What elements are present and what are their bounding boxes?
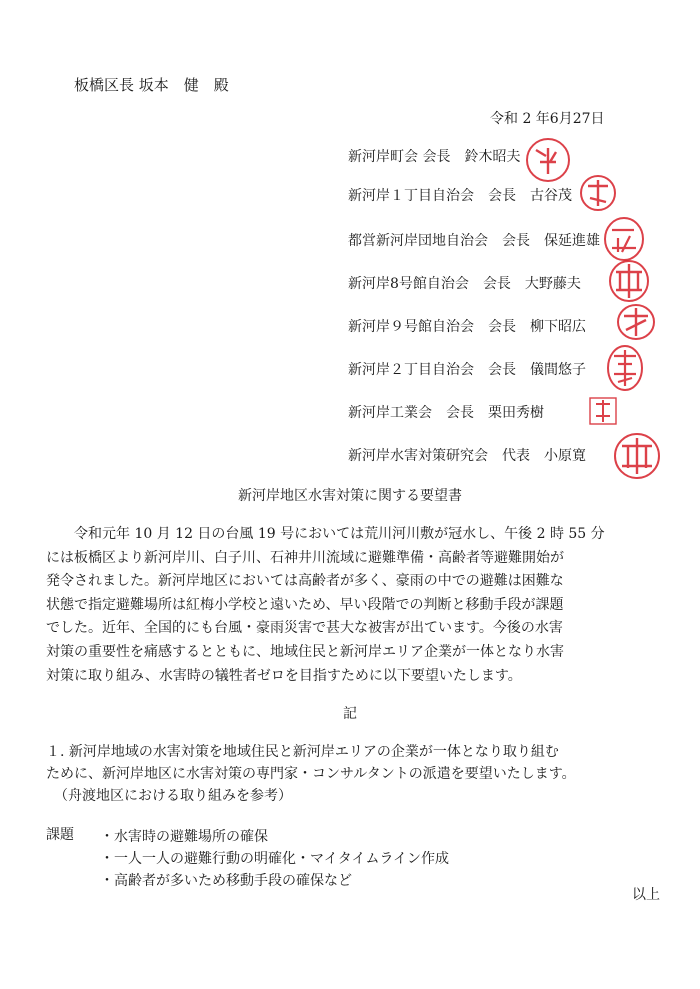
sender-line: 新河岸工業会 会長 栗田秀樹 — [348, 405, 544, 421]
seal-stamp — [590, 398, 616, 424]
seal-stamp — [618, 305, 654, 339]
seal-stamp — [605, 218, 643, 260]
body-line: 状態で指定避難場所は紅梅小学校と遠いため、早い段階での判断と移動手段が課題 — [46, 596, 564, 613]
issues-list — [100, 826, 449, 892]
request-line: １. 新河岸地域の水害対策を地域住民と新河岸エリアの企業が一体となり取り組む — [46, 744, 559, 760]
document-title: 新河岸地区水害対策に関する要望書 — [238, 488, 462, 504]
ki-heading: 記 — [343, 706, 357, 722]
body-line: 令和元年 10 月 12 日の台風 19 号においては荒川河川敷が冠水し、午後 2 時 55 分 — [74, 526, 605, 542]
body-line: には板橋区より新河岸川、白子川、石神井川流域に避難準備・高齢者等避難開始が — [46, 549, 564, 566]
seal-stamp — [581, 176, 615, 210]
body-paragraph — [46, 523, 654, 688]
sender-line: 新河岸町会 会長 鈴木昭夫 — [348, 149, 521, 165]
request-item — [46, 741, 666, 807]
issues-label: 課題 — [46, 827, 74, 843]
sender-line: 新河岸２丁目自治会 会長 儀間悠子 — [348, 362, 586, 378]
addressee: 板橋区長 坂本 健 殿 — [74, 76, 229, 94]
issue-item: ・水害時の避難場所の確保 — [100, 829, 268, 845]
body-line: 対策に取り組み、水害時の犠牲者ゼロを目指すために以下要望いたします。 — [46, 667, 522, 684]
sender-line: 新河岸8号館自治会 会長 大野藤夫 — [348, 276, 581, 292]
seal-stamp — [527, 139, 569, 181]
sender-line: 新河岸水害対策研究会 代表 小原寛 — [348, 448, 586, 464]
closing-mark: 以上 — [632, 887, 660, 903]
request-line: ために、新河岸地区に水害対策の専門家・コンサルタントの派遣を要望いたします。 — [46, 766, 576, 782]
seal-stamp — [610, 261, 648, 301]
body-line: 対策の重要性を痛感するとともに、地域住民と新河岸エリア企業が一体となり水害 — [46, 643, 564, 660]
seal-stamp — [615, 434, 659, 478]
body-line: でした。近年、全国的にも台風・豪雨災害で甚大な被害が出ています。今後の水害 — [46, 620, 563, 637]
issue-item: ・一人一人の避難行動の明確化・マイタイムライン作成 — [100, 851, 450, 867]
letter-date: 令和 2 年6月27日 — [490, 111, 605, 127]
issue-item: ・高齢者が多いため移動手段の確保など — [100, 873, 352, 889]
seal-stamp — [608, 346, 642, 390]
sender-line: 都営新河岸団地自治会 会長 保延進雄 — [348, 233, 600, 249]
body-line: 発令されました。新河岸地区においては高齢者が多く、豪雨の中での避難は困難な — [46, 573, 564, 590]
request-note: （舟渡地区における取り組みを参考） — [54, 788, 292, 804]
sender-line: 新河岸１丁目自治会 会長 古谷茂 — [348, 188, 572, 204]
sender-line: 新河岸９号館自治会 会長 柳下昭広 — [348, 319, 586, 335]
